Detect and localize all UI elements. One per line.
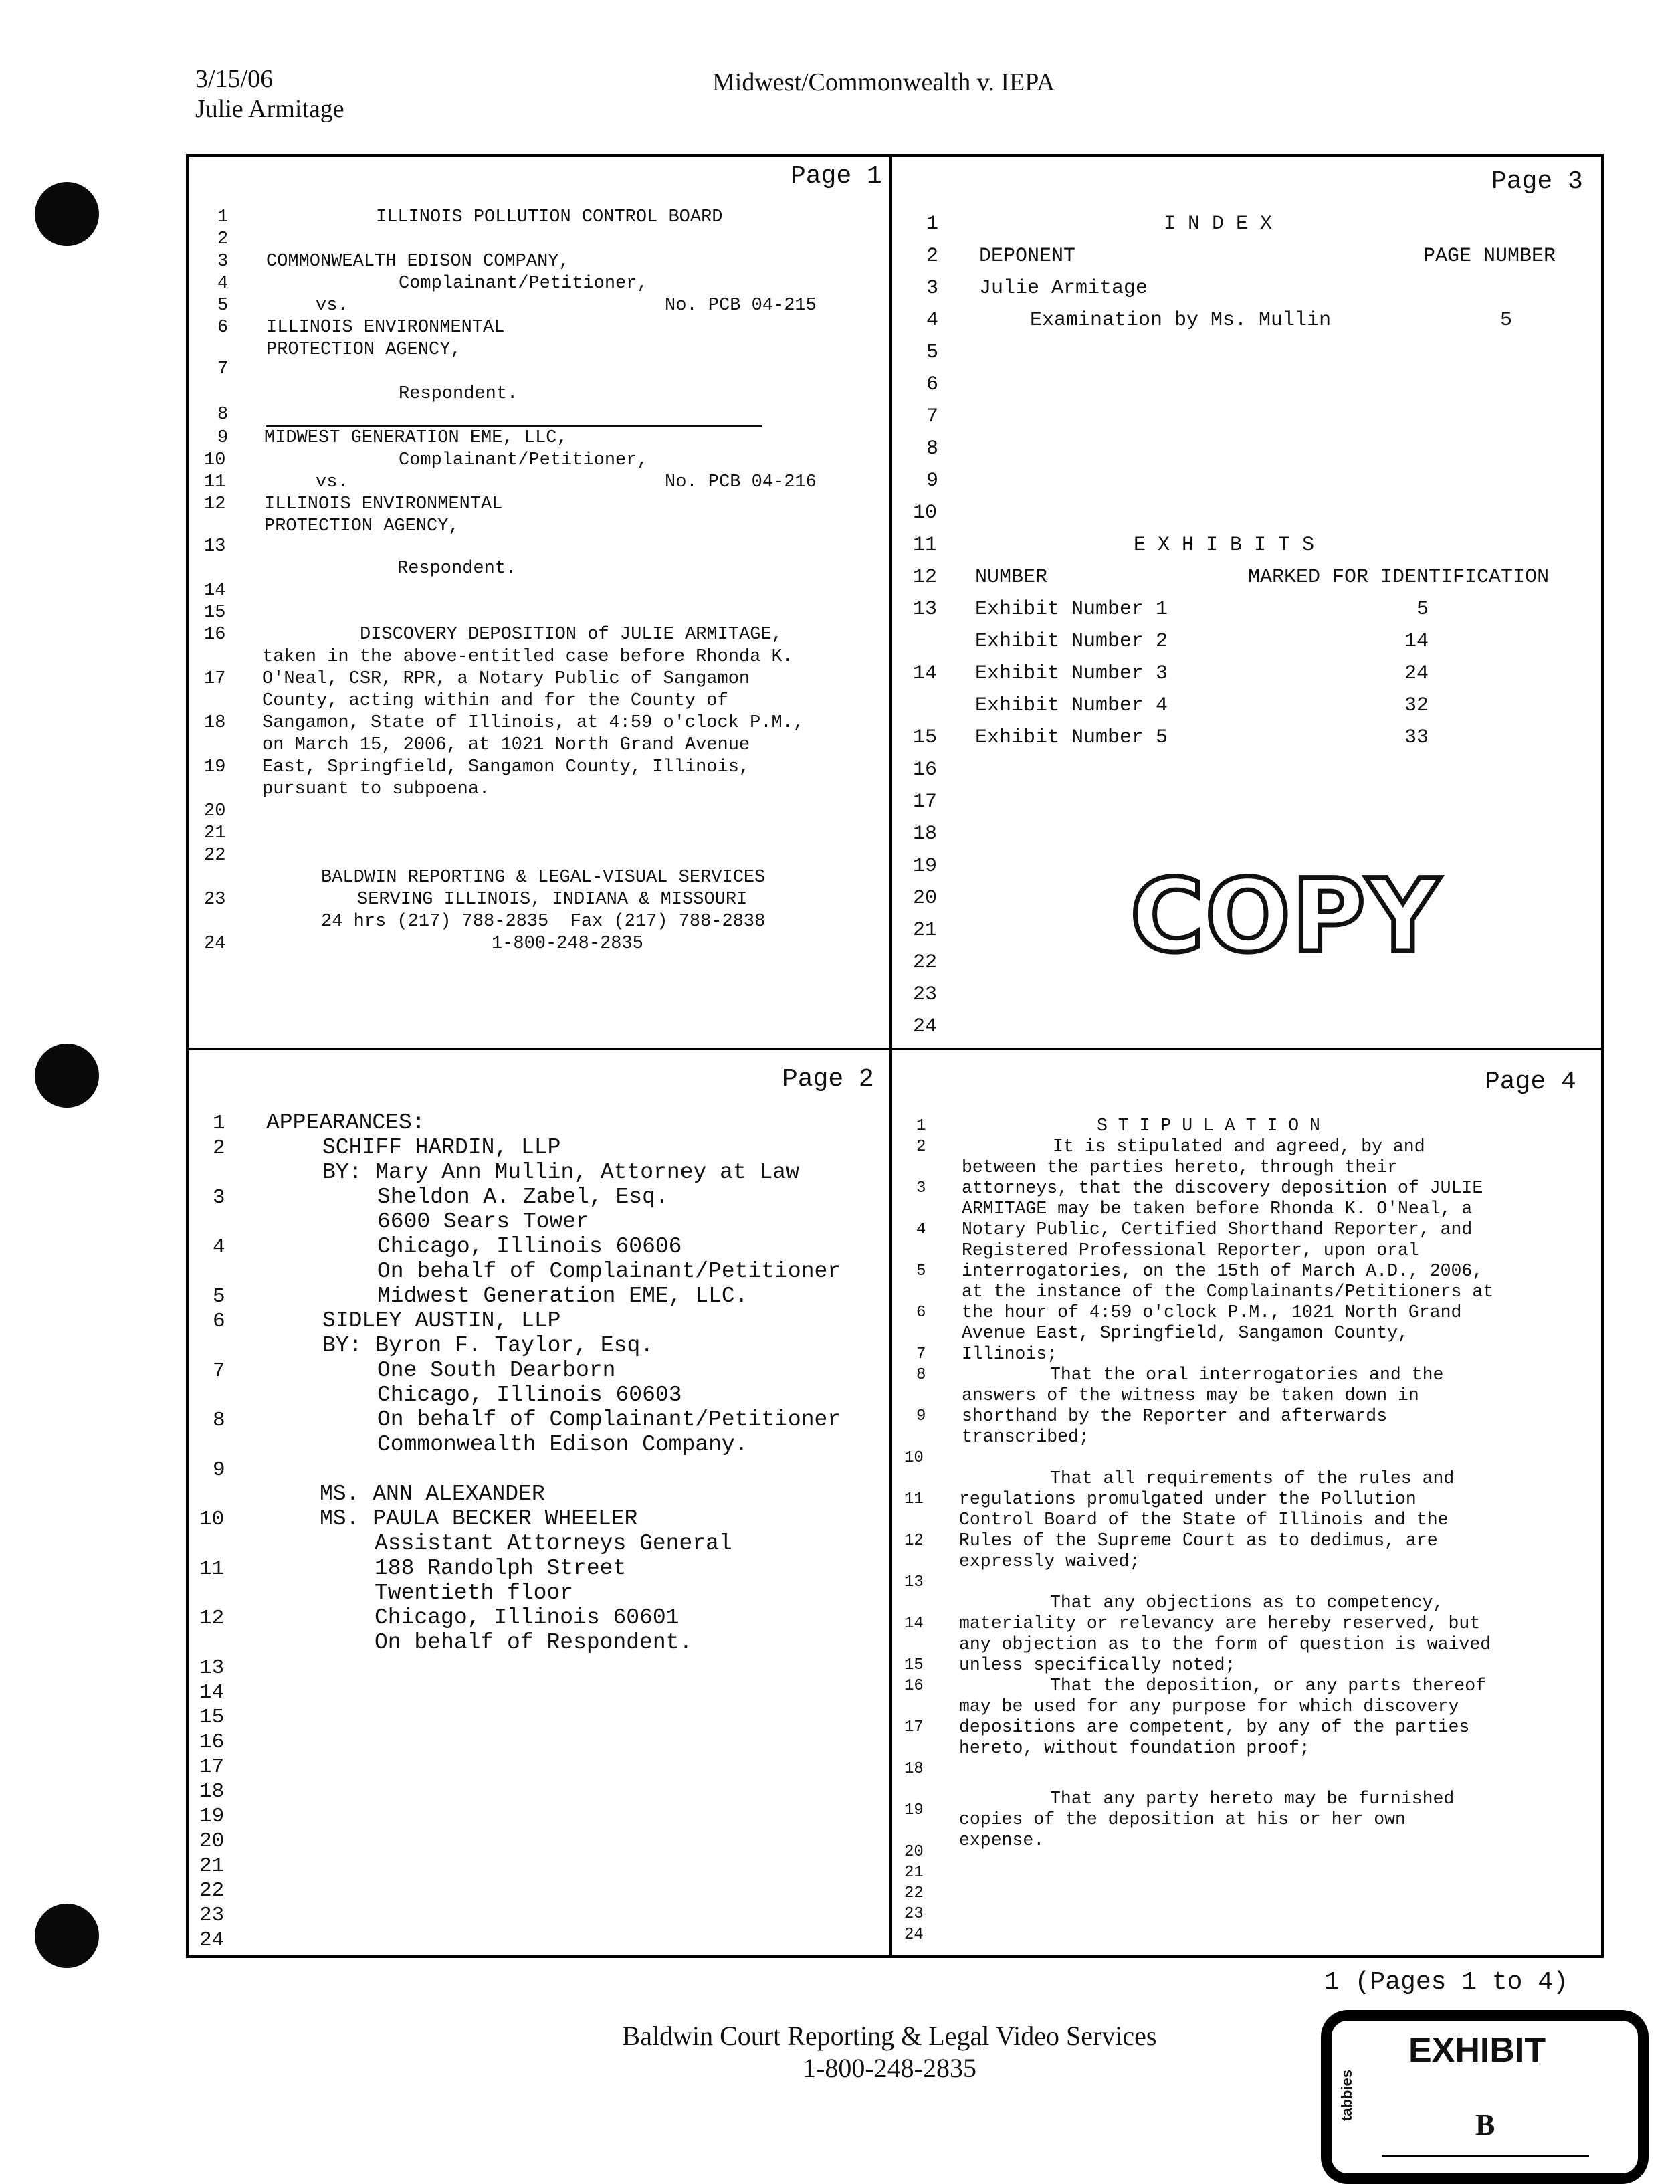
attorney-line: BY: Mary Ann Mullin, Attorney at Law	[322, 1160, 799, 1185]
stipulation-text: unless specifically noted;	[959, 1655, 1236, 1675]
line-number: 16	[204, 625, 226, 645]
line-number: 19	[199, 1805, 225, 1828]
footer-company: Baldwin Court Reporting & Legal Video Services	[622, 2021, 1157, 2051]
stipulation-text: That any objections as to competency,	[1050, 1593, 1444, 1613]
caption-line: ILLINOIS ENVIRONMENTAL	[266, 318, 505, 338]
exhibit-letter: B	[1475, 2108, 1495, 2141]
line-number: 2	[916, 1138, 926, 1156]
attorney-line: Sheldon A. Zabel, Esq.	[377, 1185, 669, 1209]
line-number: 22	[913, 951, 938, 974]
caption-line: vs.	[316, 472, 348, 492]
exhibit-page: 5	[1416, 598, 1429, 621]
index-title: I N D E X	[1164, 213, 1273, 235]
stipulation-text: That the oral interrogatories and the	[1050, 1365, 1444, 1385]
line-number: 1	[213, 1112, 225, 1135]
page-range: 1 (Pages 1 to 4)	[1324, 1968, 1568, 1997]
line-number: 8	[926, 437, 939, 460]
line-number: 15	[199, 1706, 225, 1729]
line-number: 12	[204, 494, 226, 514]
copy-stamp: COPY	[1130, 858, 1441, 975]
number-header: NUMBER	[975, 566, 1048, 589]
line-number: 13	[913, 598, 938, 621]
stipulation-text: materiality or relevancy are hereby reserved, but	[959, 1613, 1481, 1633]
line-number: 19	[904, 1801, 924, 1819]
caption-line: COMMONWEALTH EDISON COMPANY,	[266, 252, 570, 272]
line-number: 10	[204, 450, 226, 470]
case-number: No. PCB 04-215	[665, 296, 817, 316]
marked-header: MARKED FOR IDENTIFICATION	[1248, 566, 1550, 589]
line-number: 16	[913, 759, 938, 781]
stipulation-text: any objection as to the form of question is waived	[959, 1634, 1491, 1654]
line-number: 24	[199, 1928, 225, 1952]
line-number: 18	[199, 1780, 225, 1803]
stipulation-text: Rules of the Supreme Court as to dedimus, are	[959, 1530, 1438, 1551]
line-number: 19	[204, 757, 226, 777]
line-number: 7	[213, 1359, 225, 1383]
horizontal-divider	[186, 1048, 1604, 1050]
stipulation-text: regulations promulgated under the Pollution	[959, 1489, 1416, 1509]
caption-line: Complainant/Petitioner,	[399, 450, 648, 470]
attorney-title: Assistant Attorneys General	[375, 1531, 732, 1556]
line-number: 21	[913, 919, 938, 942]
line-number: 24	[913, 1015, 938, 1038]
stipulation-text: That any party hereto may be furnished	[1050, 1789, 1455, 1809]
line-number: 3	[217, 252, 229, 272]
footer-phone: 1-800-248-2835	[803, 2053, 976, 2083]
line-number: 5	[916, 1262, 926, 1280]
line-number: 22	[199, 1879, 225, 1902]
line-number: 12	[904, 1532, 924, 1550]
line-number: 23	[904, 1905, 924, 1923]
line-number: 11	[199, 1557, 225, 1581]
line-number: 22	[204, 846, 226, 866]
stipulation-text: attorneys, that the discovery deposition of JULIE	[962, 1178, 1483, 1198]
examination-entry: Examination by Ms. Mullin	[1030, 309, 1332, 332]
deposition-text: pursuant to subpoena.	[262, 779, 490, 799]
line-number: 11	[204, 472, 226, 492]
line-number: 13	[204, 536, 226, 557]
stipulation-text: Avenue East, Springfield, Sangamon County,	[962, 1323, 1408, 1343]
stipulation-text: copies of the deposition at his or her own	[959, 1809, 1406, 1829]
line-number: 15	[904, 1656, 924, 1674]
stipulation-text: interrogatories, on the 15th of March A.D., 2006,	[962, 1261, 1483, 1281]
deposition-text: taken in the above-entitled case before Rhonda K.	[262, 647, 793, 667]
line-number: 15	[913, 726, 938, 749]
line-number: 6	[916, 1304, 926, 1322]
caption-line: Respondent.	[399, 384, 518, 404]
stipulation-text: answers of the witness may be taken down in	[962, 1385, 1419, 1405]
line-number: 21	[199, 1854, 225, 1878]
line-number: 18	[904, 1760, 924, 1778]
caption-rule	[266, 425, 762, 427]
line-number: 20	[199, 1829, 225, 1853]
exhibit-name: Exhibit Number 2	[975, 630, 1168, 653]
line-number: 7	[217, 359, 229, 379]
deposition-text: on March 15, 2006, at 1021 North Grand Avenue	[262, 735, 750, 755]
appearances-heading: APPEARANCES:	[266, 1110, 425, 1135]
deponent-header: DEPONENT	[979, 245, 1076, 268]
line-number: 18	[913, 823, 938, 846]
representation-line: On behalf of Complainant/Petitioner	[377, 1407, 841, 1432]
line-number: 17	[199, 1755, 225, 1779]
deponent-name: Julie Armitage	[979, 277, 1148, 300]
exhibit-name: Exhibit Number 1	[975, 598, 1168, 621]
page-label: Page 2	[782, 1065, 874, 1094]
line-number: 6	[926, 373, 939, 396]
line-number: 5	[213, 1285, 225, 1308]
line-number: 7	[926, 405, 939, 428]
board-title: ILLINOIS POLLUTION CONTROL BOARD	[376, 207, 723, 227]
line-number: 3	[916, 1179, 926, 1197]
address-line: One South Dearborn	[377, 1358, 616, 1383]
line-number: 17	[204, 669, 226, 689]
line-number: 10	[199, 1508, 225, 1531]
line-number: 6	[217, 318, 229, 338]
exhibit-page: 32	[1404, 694, 1429, 717]
line-number: 13	[904, 1573, 924, 1591]
stipulation-text: That the deposition, or any parts thereof	[1050, 1676, 1487, 1696]
page-label: Page 1	[791, 162, 882, 191]
address-line: 6600 Sears Tower	[377, 1209, 589, 1234]
address-line: Chicago, Illinois 60601	[375, 1605, 679, 1630]
examination-page: 5	[1500, 309, 1513, 332]
page-number-header: PAGE NUMBER	[1423, 245, 1556, 268]
caption-line: ILLINOIS ENVIRONMENTAL	[264, 494, 503, 514]
header-case-title: Midwest/Commonwealth v. IEPA	[712, 68, 1055, 96]
exhibit-name: Exhibit Number 3	[975, 662, 1168, 685]
line-number: 20	[904, 1843, 924, 1861]
caption-line: PROTECTION AGENCY,	[266, 340, 461, 360]
stipulation-text: hereto, without foundation proof;	[959, 1738, 1310, 1758]
address-line: Twentieth floor	[375, 1581, 574, 1605]
line-number: 4	[213, 1235, 225, 1259]
line-number: 12	[913, 566, 938, 589]
line-number: 14	[204, 581, 226, 601]
attorney-line: MS. ANN ALEXANDER	[320, 1482, 545, 1506]
address-line: Chicago, Illinois 60606	[377, 1234, 682, 1259]
address-line: 188 Randolph Street	[375, 1556, 627, 1581]
stipulation-text: ARMITAGE may be taken before Rhonda K. O'Neal, a	[962, 1199, 1473, 1219]
punch-hole-bottom	[35, 1904, 99, 1968]
line-number: 6	[213, 1310, 225, 1333]
deposition-text: Sangamon, State of Illinois, at 4:59 o'clock P.M.,	[262, 713, 805, 733]
line-number: 4	[916, 1221, 926, 1239]
caption-line: Respondent.	[397, 559, 517, 579]
attorney-line: BY: Byron F. Taylor, Esq.	[322, 1333, 654, 1358]
line-number: 21	[204, 823, 226, 843]
line-number: 19	[913, 855, 938, 878]
line-number: 10	[913, 502, 938, 524]
header-date: 3/15/06	[195, 65, 274, 93]
vertical-divider	[889, 154, 892, 1958]
reporter-line: SERVING ILLINOIS, INDIANA & MISSOURI	[357, 890, 748, 910]
representation-line: On behalf of Respondent.	[375, 1630, 693, 1655]
representation-line: Commonwealth Edison Company.	[377, 1432, 748, 1457]
line-number: 3	[213, 1186, 225, 1209]
line-number: 20	[913, 887, 938, 910]
line-number: 3	[926, 277, 939, 300]
caption-line: Complainant/Petitioner,	[399, 274, 648, 294]
exhibit-sticker	[1321, 2010, 1649, 2184]
exhibits-title: E X H I B I T S	[1134, 534, 1315, 557]
line-number: 4	[926, 309, 939, 332]
exhibit-page: 24	[1404, 662, 1429, 685]
deposition-text: DISCOVERY DEPOSITION of JULIE ARMITAGE,	[360, 625, 782, 645]
firm-name: SIDLEY AUSTIN, LLP	[322, 1308, 561, 1333]
exhibit-name: Exhibit Number 5	[975, 726, 1168, 749]
line-number: 9	[916, 1407, 926, 1425]
line-number: 15	[204, 603, 226, 623]
line-number: 17	[904, 1718, 924, 1736]
caption-line: MIDWEST GENERATION EME, LLC,	[264, 428, 568, 448]
punch-hole-top	[35, 182, 99, 246]
line-number: 23	[199, 1904, 225, 1927]
stipulation-title: S T I P U L A T I O N	[1097, 1116, 1320, 1136]
exhibit-sticker-rule	[1382, 2155, 1589, 2157]
line-number: 17	[913, 791, 938, 813]
stipulation-text: expense.	[959, 1830, 1045, 1850]
page-label: Page 3	[1491, 167, 1583, 196]
header-witness: Julie Armitage	[195, 95, 344, 123]
line-number: 2	[926, 245, 939, 268]
stipulation-text: between the parties hereto, through their	[962, 1157, 1398, 1177]
line-number: 16	[199, 1730, 225, 1754]
line-number: 8	[217, 405, 229, 425]
line-number: 14	[199, 1681, 225, 1704]
line-number: 5	[217, 296, 229, 316]
stipulation-text: depositions are competent, by any of the parties	[959, 1717, 1470, 1737]
line-number: 2	[213, 1136, 225, 1160]
stipulation-text: Registered Professional Reporter, upon oral	[962, 1240, 1419, 1260]
line-number: 2	[217, 229, 229, 250]
stipulation-text: It is stipulated and agreed, by and	[1053, 1136, 1425, 1157]
line-number: 16	[904, 1677, 924, 1695]
exhibit-sticker-title: EXHIBIT	[1408, 2031, 1546, 2070]
stipulation-text: may be used for any purpose for which discovery	[959, 1696, 1459, 1716]
line-number: 8	[213, 1409, 225, 1432]
line-number: 11	[913, 534, 938, 557]
stipulation-text: shorthand by the Reporter and afterwards	[962, 1406, 1388, 1426]
stipulation-text: Notary Public, Certified Shorthand Reporter, and	[962, 1219, 1473, 1239]
representation-line: Midwest Generation EME, LLC.	[377, 1284, 748, 1308]
line-number: 12	[199, 1607, 225, 1630]
line-number: 9	[926, 470, 939, 492]
line-number: 8	[916, 1366, 926, 1384]
caption-line: PROTECTION AGENCY,	[264, 516, 459, 536]
line-number: 1	[926, 213, 939, 235]
deposition-text: East, Springfield, Sangamon County, Illinois,	[262, 757, 750, 777]
line-number: 10	[904, 1449, 924, 1467]
firm-name: SCHIFF HARDIN, LLP	[322, 1135, 561, 1160]
line-number: 22	[904, 1884, 924, 1902]
reporter-line: 24 hrs (217) 788-2835 Fax (217) 788-2838	[321, 912, 766, 932]
line-number: 1	[217, 207, 229, 227]
reporter-line: BALDWIN REPORTING & LEGAL-VISUAL SERVICES	[321, 868, 766, 888]
line-number: 23	[204, 890, 226, 910]
stipulation-text: at the instance of the Complainants/Petitioners at	[962, 1282, 1494, 1302]
line-number: 11	[904, 1490, 924, 1508]
stipulation-text: the hour of 4:59 o'clock P.M., 1021 North Grand	[962, 1302, 1462, 1322]
page-label: Page 4	[1485, 1068, 1576, 1096]
line-number: 14	[913, 662, 938, 685]
exhibit-name: Exhibit Number 4	[975, 694, 1168, 717]
deposition-text: County, acting within and for the County of	[262, 691, 728, 711]
reporter-line: 1-800-248-2835	[492, 934, 643, 954]
stipulation-text: Control Board of the State of Illinois and the	[959, 1510, 1449, 1530]
stipulation-text: Illinois;	[962, 1344, 1058, 1364]
line-number: 13	[199, 1656, 225, 1680]
line-number: 24	[204, 934, 226, 954]
line-number: 9	[213, 1458, 225, 1482]
line-number: 23	[913, 983, 938, 1006]
caption-line: vs.	[316, 296, 348, 316]
line-number: 5	[926, 341, 939, 364]
sticker-brand-logo: tabbies	[1338, 2069, 1355, 2121]
stipulation-text: That all requirements of the rules and	[1050, 1468, 1455, 1488]
line-number: 4	[217, 274, 229, 294]
punch-hole-middle	[35, 1044, 99, 1108]
attorney-line: MS. PAULA BECKER WHEELER	[320, 1506, 638, 1531]
stipulation-text: expressly waived;	[959, 1551, 1140, 1571]
representation-line: On behalf of Complainant/Petitioner	[377, 1259, 841, 1284]
line-number: 9	[217, 428, 229, 448]
deposition-text: O'Neal, CSR, RPR, a Notary Public of Sangamon	[262, 669, 750, 689]
exhibit-page: 33	[1404, 726, 1429, 749]
line-number: 1	[916, 1117, 926, 1135]
address-line: Chicago, Illinois 60603	[377, 1383, 682, 1407]
stipulation-text: transcribed;	[962, 1427, 1089, 1447]
line-number: 18	[204, 713, 226, 733]
line-number: 24	[904, 1926, 924, 1944]
exhibit-page: 14	[1404, 630, 1429, 653]
line-number: 20	[204, 801, 226, 821]
line-number: 14	[904, 1615, 924, 1633]
line-number: 7	[916, 1345, 926, 1363]
case-number: No. PCB 04-216	[665, 472, 817, 492]
line-number: 21	[904, 1864, 924, 1882]
